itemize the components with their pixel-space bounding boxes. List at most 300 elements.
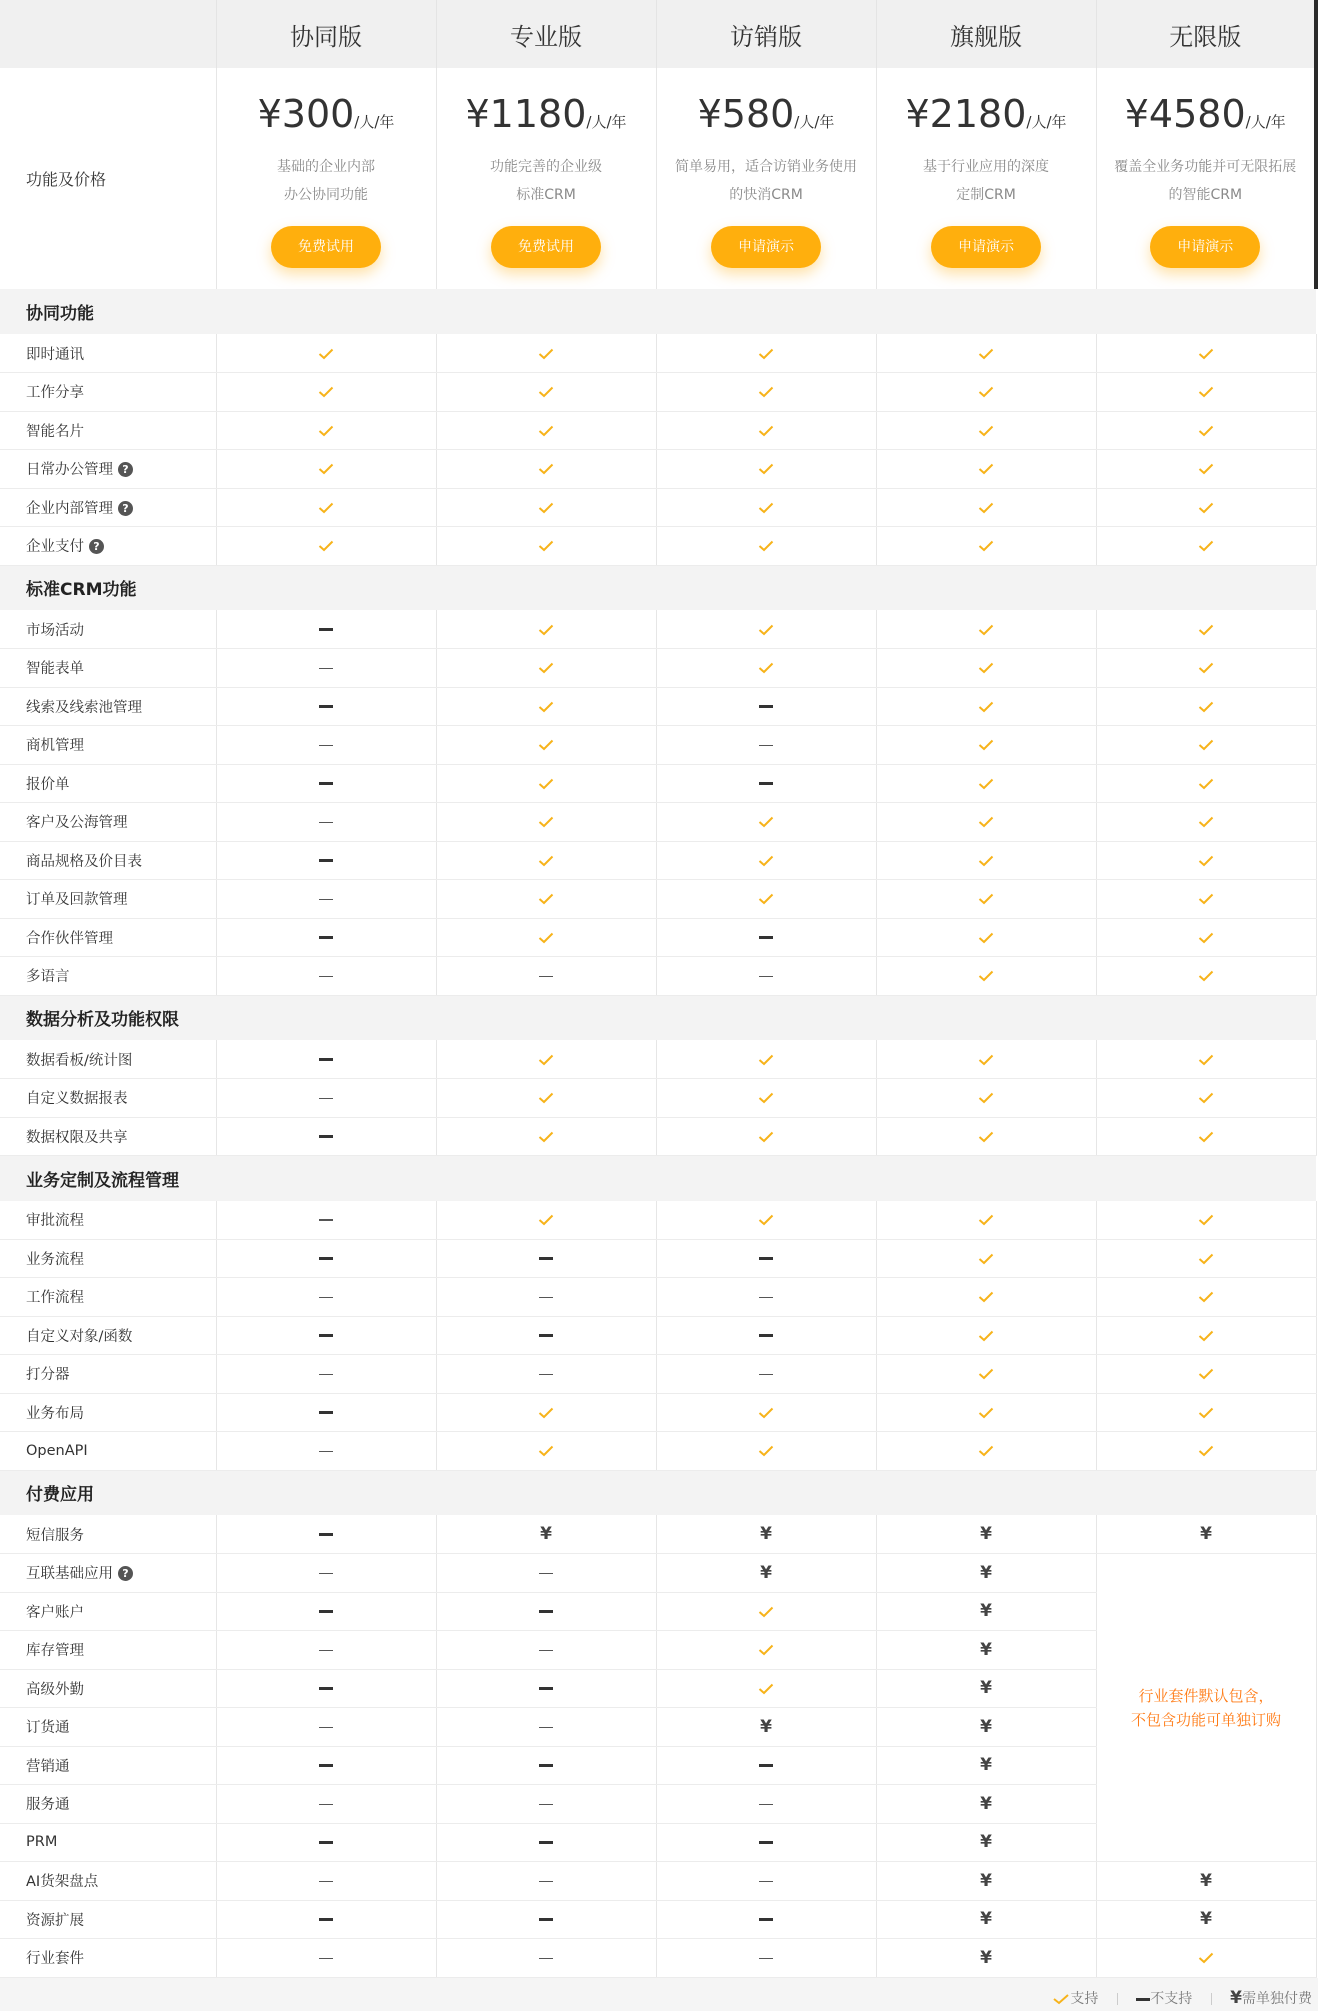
price-value: 2180: [929, 92, 1027, 136]
cell-unlimited: [1096, 450, 1316, 489]
cell-flagship: [876, 610, 1096, 649]
check-icon: [538, 421, 554, 439]
check-icon: [1198, 890, 1214, 908]
check-icon: [1198, 736, 1214, 754]
cell-pro: [436, 1432, 656, 1471]
check-icon: [978, 1326, 994, 1344]
feature-label: 企业支付: [26, 539, 84, 556]
section-title: 业务定制及流程管理: [0, 1156, 1316, 1201]
cell-flagship: [876, 450, 1096, 489]
cell-visit: [656, 527, 876, 566]
check-icon: [1198, 620, 1214, 638]
help-icon[interactable]: ?: [118, 1566, 133, 1581]
dash-icon: [319, 1610, 333, 1613]
dash-icon: [319, 1687, 333, 1690]
check-icon: [1198, 928, 1214, 946]
cell-collab: [216, 1785, 436, 1824]
check-icon: [538, 736, 554, 754]
plan-name-flagship: 旗舰版: [876, 0, 1096, 68]
cell-pro: [436, 1515, 656, 1554]
cell-collab: [216, 764, 436, 803]
feature-row: [0, 450, 1316, 489]
check-icon: [978, 1211, 994, 1229]
plan-name-collab: 协同版: [216, 0, 436, 68]
feature-name: [0, 450, 216, 489]
yen-icon: ¥: [540, 1524, 552, 1544]
dash-icon: [319, 1451, 333, 1453]
dash-icon: [759, 782, 773, 785]
feature-row: [0, 527, 1316, 566]
help-icon[interactable]: ?: [118, 501, 133, 516]
check-icon: [318, 537, 334, 555]
check-icon: [538, 1403, 554, 1421]
cell-visit: [656, 1746, 876, 1785]
cell-unlimited: [1096, 1201, 1316, 1240]
feature-label: 业务流程: [26, 1251, 84, 1268]
cell-flagship: [876, 373, 1096, 412]
plan-description-line: 标准CRM: [516, 187, 576, 203]
feature-name: [0, 1939, 216, 1978]
cell-unlimited: [1096, 841, 1316, 880]
check-icon: [978, 1249, 994, 1267]
feature-row: [0, 764, 1316, 803]
yen-icon: ¥: [980, 1909, 992, 1930]
legend-divider: [1211, 1993, 1212, 2005]
cell-pro: [436, 1939, 656, 1978]
cell-visit: [656, 726, 876, 765]
cell-flagship: [876, 1201, 1096, 1240]
feature-name: [0, 1669, 216, 1708]
check-icon: [1198, 1050, 1214, 1068]
dash-icon: [759, 1334, 773, 1337]
section-title: 数据分析及功能权限: [0, 995, 1316, 1040]
feature-row: [0, 334, 1316, 373]
cell-flagship: [876, 803, 1096, 842]
cell-collab: [216, 1316, 436, 1355]
check-icon: [978, 1089, 994, 1107]
price-unit: /人/年: [1245, 113, 1286, 131]
feature-name: [0, 764, 216, 803]
cell-pro: [436, 1862, 656, 1901]
feature-name: [0, 1393, 216, 1432]
plan-name-unlimited: 无限版: [1096, 0, 1316, 68]
check-icon: [758, 1679, 774, 1697]
feature-label: 客户账户: [26, 1604, 84, 1621]
dash-icon: [319, 1533, 333, 1536]
dash-icon: [319, 1098, 333, 1100]
cell-pro: [436, 841, 656, 880]
feature-label: OpenAPI: [26, 1442, 88, 1459]
feature-row: [0, 803, 1316, 842]
cell-pro: [436, 649, 656, 688]
check-icon: [538, 890, 554, 908]
check-icon: [758, 1602, 774, 1620]
check-icon: [538, 1211, 554, 1229]
cell-collab: [216, 334, 436, 373]
cell-collab: [216, 726, 436, 765]
check-icon: [538, 460, 554, 478]
feature-label: 短信服务: [26, 1527, 84, 1544]
features-and-price-label: 功能及价格: [0, 68, 216, 289]
request-demo-button[interactable]: 申请演示: [1150, 226, 1260, 268]
feature-name: [0, 334, 216, 373]
cell-collab: [216, 411, 436, 450]
check-icon: [978, 383, 994, 401]
feature-label: 线索及线索池管理: [26, 699, 142, 716]
yen-icon: ¥: [980, 1524, 992, 1544]
check-icon: [978, 620, 994, 638]
industry-suite-note: [1096, 1554, 1316, 1862]
check-icon: [978, 1442, 994, 1460]
cell-visit: [656, 1592, 876, 1631]
check-icon: [1198, 1442, 1214, 1460]
yen-icon: ¥: [1200, 1870, 1212, 1891]
feature-label: 商机管理: [26, 738, 84, 755]
check-icon: [1052, 1991, 1070, 2007]
check-icon: [758, 383, 774, 401]
cell-collab: [216, 488, 436, 527]
plan-description: [1097, 153, 1315, 209]
check-icon: [978, 460, 994, 478]
feature-name: [0, 649, 216, 688]
cell-collab: [216, 610, 436, 649]
help-icon[interactable]: ?: [89, 539, 104, 554]
feature-label: 智能名片: [26, 423, 84, 440]
cell-flagship: [876, 1554, 1096, 1593]
feature-name: [0, 610, 216, 649]
legend-divider: [1117, 1993, 1118, 2005]
section-title: 标准CRM功能: [0, 565, 1316, 610]
section-header: [0, 995, 1316, 1040]
dash-icon: [319, 628, 333, 631]
check-icon: [978, 813, 994, 831]
cell-flagship: [876, 1900, 1096, 1939]
check-icon: [538, 1442, 554, 1460]
cell-pro: [436, 527, 656, 566]
check-icon: [758, 1403, 774, 1421]
price-unit: /人/年: [586, 113, 627, 131]
check-icon: [538, 813, 554, 831]
check-icon: [978, 537, 994, 555]
feature-label: 多语言: [26, 969, 70, 986]
cell-pro: [436, 610, 656, 649]
check-icon: [978, 421, 994, 439]
cell-flagship: [876, 527, 1096, 566]
cell-visit: [656, 1432, 876, 1471]
price-value: 1180: [489, 92, 587, 136]
feature-row: [0, 880, 1316, 919]
check-icon: [538, 697, 554, 715]
dash-icon: [319, 1411, 333, 1414]
cell-visit: [656, 1515, 876, 1554]
check-icon: [318, 383, 334, 401]
cell-visit: [656, 488, 876, 527]
section-header: [0, 1156, 1316, 1201]
check-icon: [318, 421, 334, 439]
cell-pro: [436, 1669, 656, 1708]
check-icon: [538, 774, 554, 792]
check-icon: [1198, 1326, 1214, 1344]
dash-icon: [759, 705, 773, 708]
feature-label: 高级外勤: [26, 1681, 84, 1698]
check-icon: [758, 498, 774, 516]
feature-name: [0, 1515, 216, 1554]
cell-visit: [656, 450, 876, 489]
check-icon: [1198, 1089, 1214, 1107]
cell-pro: [436, 1117, 656, 1156]
cell-flagship: [876, 649, 1096, 688]
check-icon: [758, 890, 774, 908]
cell-collab: [216, 1708, 436, 1747]
cell-collab: [216, 527, 436, 566]
feature-row: [0, 841, 1316, 880]
feature-label: 行业套件: [26, 1951, 84, 1968]
cell-collab: [216, 1939, 436, 1978]
section-header: [0, 289, 1316, 334]
legend-unsupported-label: 不支持: [1150, 1991, 1193, 2007]
cell-collab: [216, 803, 436, 842]
dash-icon: [319, 1135, 333, 1138]
check-icon: [978, 1365, 994, 1383]
check-icon: [1198, 1949, 1214, 1967]
dash-icon: [319, 1257, 333, 1260]
feature-label: 数据权限及共享: [26, 1129, 128, 1146]
cell-pro: [436, 450, 656, 489]
feature-row: [0, 1515, 1316, 1554]
feature-name: [0, 1631, 216, 1670]
cell-collab: [216, 1823, 436, 1862]
check-icon: [538, 1089, 554, 1107]
cell-visit: [656, 334, 876, 373]
cell-visit: [656, 841, 876, 880]
dash-icon: [759, 936, 773, 939]
check-icon: [538, 1127, 554, 1145]
feature-label: 数据看板/统计图: [26, 1052, 133, 1069]
feature-label: 合作伙伴管理: [26, 930, 113, 947]
cell-flagship: [876, 918, 1096, 957]
cell-unlimited: [1096, 957, 1316, 996]
cell-pro: [436, 764, 656, 803]
cell-collab: [216, 1631, 436, 1670]
legend: [1038, 1988, 1312, 2008]
cell-collab: [216, 1278, 436, 1317]
feature-row: [0, 1040, 1316, 1079]
check-icon: [538, 659, 554, 677]
plan-description: [437, 153, 656, 209]
feature-name: [0, 1823, 216, 1862]
cell-pro: [436, 1393, 656, 1432]
cell-pro: [436, 803, 656, 842]
dash-icon: [319, 1374, 333, 1376]
legend-support-label: 支持: [1070, 1991, 1099, 2007]
dash-icon: [319, 1297, 333, 1299]
cell-flagship: [876, 687, 1096, 726]
cell-flagship: [876, 1708, 1096, 1747]
cell-pro: [436, 1040, 656, 1079]
cell-visit: [656, 764, 876, 803]
cell-collab: [216, 1669, 436, 1708]
check-icon: [758, 344, 774, 362]
cell-flagship: [876, 334, 1096, 373]
check-icon: [1198, 774, 1214, 792]
feature-name: [0, 918, 216, 957]
cell-flagship: [876, 726, 1096, 765]
check-icon: [758, 1442, 774, 1460]
plan-header-row: [0, 0, 1316, 68]
feature-label: 营销通: [26, 1758, 70, 1775]
dash-icon: [319, 822, 333, 824]
dash-icon: [759, 1764, 773, 1767]
check-icon: [758, 460, 774, 478]
cell-collab: [216, 1393, 436, 1432]
plan-card-flagship: [876, 68, 1096, 289]
feature-label: 日常办公管理: [26, 462, 113, 479]
check-icon: [538, 344, 554, 362]
check-icon: [538, 851, 554, 869]
cell-pro: [436, 1631, 656, 1670]
check-icon: [978, 498, 994, 516]
dash-icon: [319, 1841, 333, 1844]
feature-name: [0, 1316, 216, 1355]
feature-label: 订货通: [26, 1720, 70, 1737]
cell-flagship: [876, 1823, 1096, 1862]
cell-collab: [216, 1515, 436, 1554]
feature-row: [0, 1393, 1316, 1432]
check-icon: [538, 537, 554, 555]
dash-icon: [759, 745, 773, 747]
feature-row: [0, 373, 1316, 412]
feature-label: 业务布局: [26, 1405, 84, 1422]
feature-name: [0, 411, 216, 450]
cell-visit: [656, 1079, 876, 1118]
price-value: 4580: [1148, 92, 1246, 136]
cell-pro: [436, 1900, 656, 1939]
check-icon: [758, 1641, 774, 1659]
request-demo-button[interactable]: 申请演示: [931, 226, 1041, 268]
cell-flagship: [876, 841, 1096, 880]
cell-pro: [436, 880, 656, 919]
cell-collab: [216, 841, 436, 880]
feature-label: 即时通讯: [26, 346, 84, 363]
feature-row: [0, 1316, 1316, 1355]
dash-icon: [539, 1687, 553, 1690]
cell-pro: [436, 1079, 656, 1118]
free-trial-button[interactable]: 免费试用: [491, 226, 601, 268]
check-icon: [978, 1127, 994, 1145]
cell-visit: [656, 687, 876, 726]
feature-row: [0, 1554, 1316, 1593]
check-icon: [318, 460, 334, 478]
feature-label: 工作流程: [26, 1290, 84, 1307]
feature-name: [0, 803, 216, 842]
request-demo-button[interactable]: 申请演示: [711, 226, 821, 268]
help-icon[interactable]: ?: [118, 462, 133, 477]
check-icon: [758, 1127, 774, 1145]
feature-label: 库存管理: [26, 1643, 84, 1660]
check-icon: [978, 344, 994, 362]
cell-collab: [216, 1900, 436, 1939]
cell-flagship: [876, 1592, 1096, 1631]
check-icon: [1198, 460, 1214, 478]
cell-unlimited: [1096, 1515, 1316, 1554]
section-header: [0, 565, 1316, 610]
cell-pro: [436, 373, 656, 412]
free-trial-button[interactable]: 免费试用: [271, 226, 381, 268]
price-unit: /人/年: [1026, 113, 1067, 131]
check-icon: [978, 1403, 994, 1421]
yen-icon: ¥: [980, 1793, 992, 1814]
dash-icon: [539, 1881, 553, 1883]
cell-collab: [216, 1554, 436, 1593]
dash-icon: [319, 782, 333, 785]
section-header: [0, 1470, 1316, 1515]
cell-visit: [656, 411, 876, 450]
feature-label: 工作分享: [26, 385, 84, 402]
cell-pro: [436, 1823, 656, 1862]
cell-pro: [436, 1592, 656, 1631]
plan-card-visit: [656, 68, 876, 289]
dash-icon: [319, 1573, 333, 1575]
cell-unlimited: [1096, 411, 1316, 450]
cell-unlimited: [1096, 1900, 1316, 1939]
dash-icon: [539, 1610, 553, 1613]
feature-row: [0, 610, 1316, 649]
price: [1097, 92, 1315, 144]
feature-row: [0, 726, 1316, 765]
feature-name: [0, 1862, 216, 1901]
check-icon: [758, 813, 774, 831]
cell-visit: [656, 1393, 876, 1432]
cell-collab: [216, 1432, 436, 1471]
dash-icon: [759, 1918, 773, 1921]
pricing-row: [0, 68, 1316, 289]
check-icon: [538, 1050, 554, 1068]
cell-visit: [656, 880, 876, 919]
feature-row: [0, 1079, 1316, 1118]
cell-flagship: [876, 488, 1096, 527]
feature-row: [0, 411, 1316, 450]
cell-flagship: [876, 1939, 1096, 1978]
dash-icon: [539, 1804, 553, 1806]
cell-unlimited: [1096, 687, 1316, 726]
cell-unlimited: [1096, 1278, 1316, 1317]
feature-label: AI货架盘点: [26, 1874, 99, 1891]
cell-visit: [656, 1316, 876, 1355]
dash-icon: [319, 668, 333, 670]
dash-icon: [319, 1219, 333, 1221]
cell-unlimited: [1096, 1079, 1316, 1118]
dash-icon: [319, 1727, 333, 1729]
header-corner: [0, 0, 216, 68]
check-icon: [758, 1211, 774, 1229]
feature-name: [0, 1708, 216, 1747]
price: [877, 92, 1096, 144]
note-line: 行业套件默认包含，: [1138, 1686, 1274, 1705]
plan-description: [657, 153, 876, 209]
plan-card-collab: [216, 68, 436, 289]
cell-pro: [436, 918, 656, 957]
feature-row: [0, 1278, 1316, 1317]
price-currency: ¥: [1124, 92, 1149, 136]
price: [657, 92, 876, 144]
dash-icon: [319, 1804, 333, 1806]
cell-pro: [436, 1554, 656, 1593]
price: [217, 92, 436, 144]
cell-visit: [656, 1201, 876, 1240]
cell-collab: [216, 1862, 436, 1901]
check-icon: [538, 928, 554, 946]
feature-name: [0, 488, 216, 527]
